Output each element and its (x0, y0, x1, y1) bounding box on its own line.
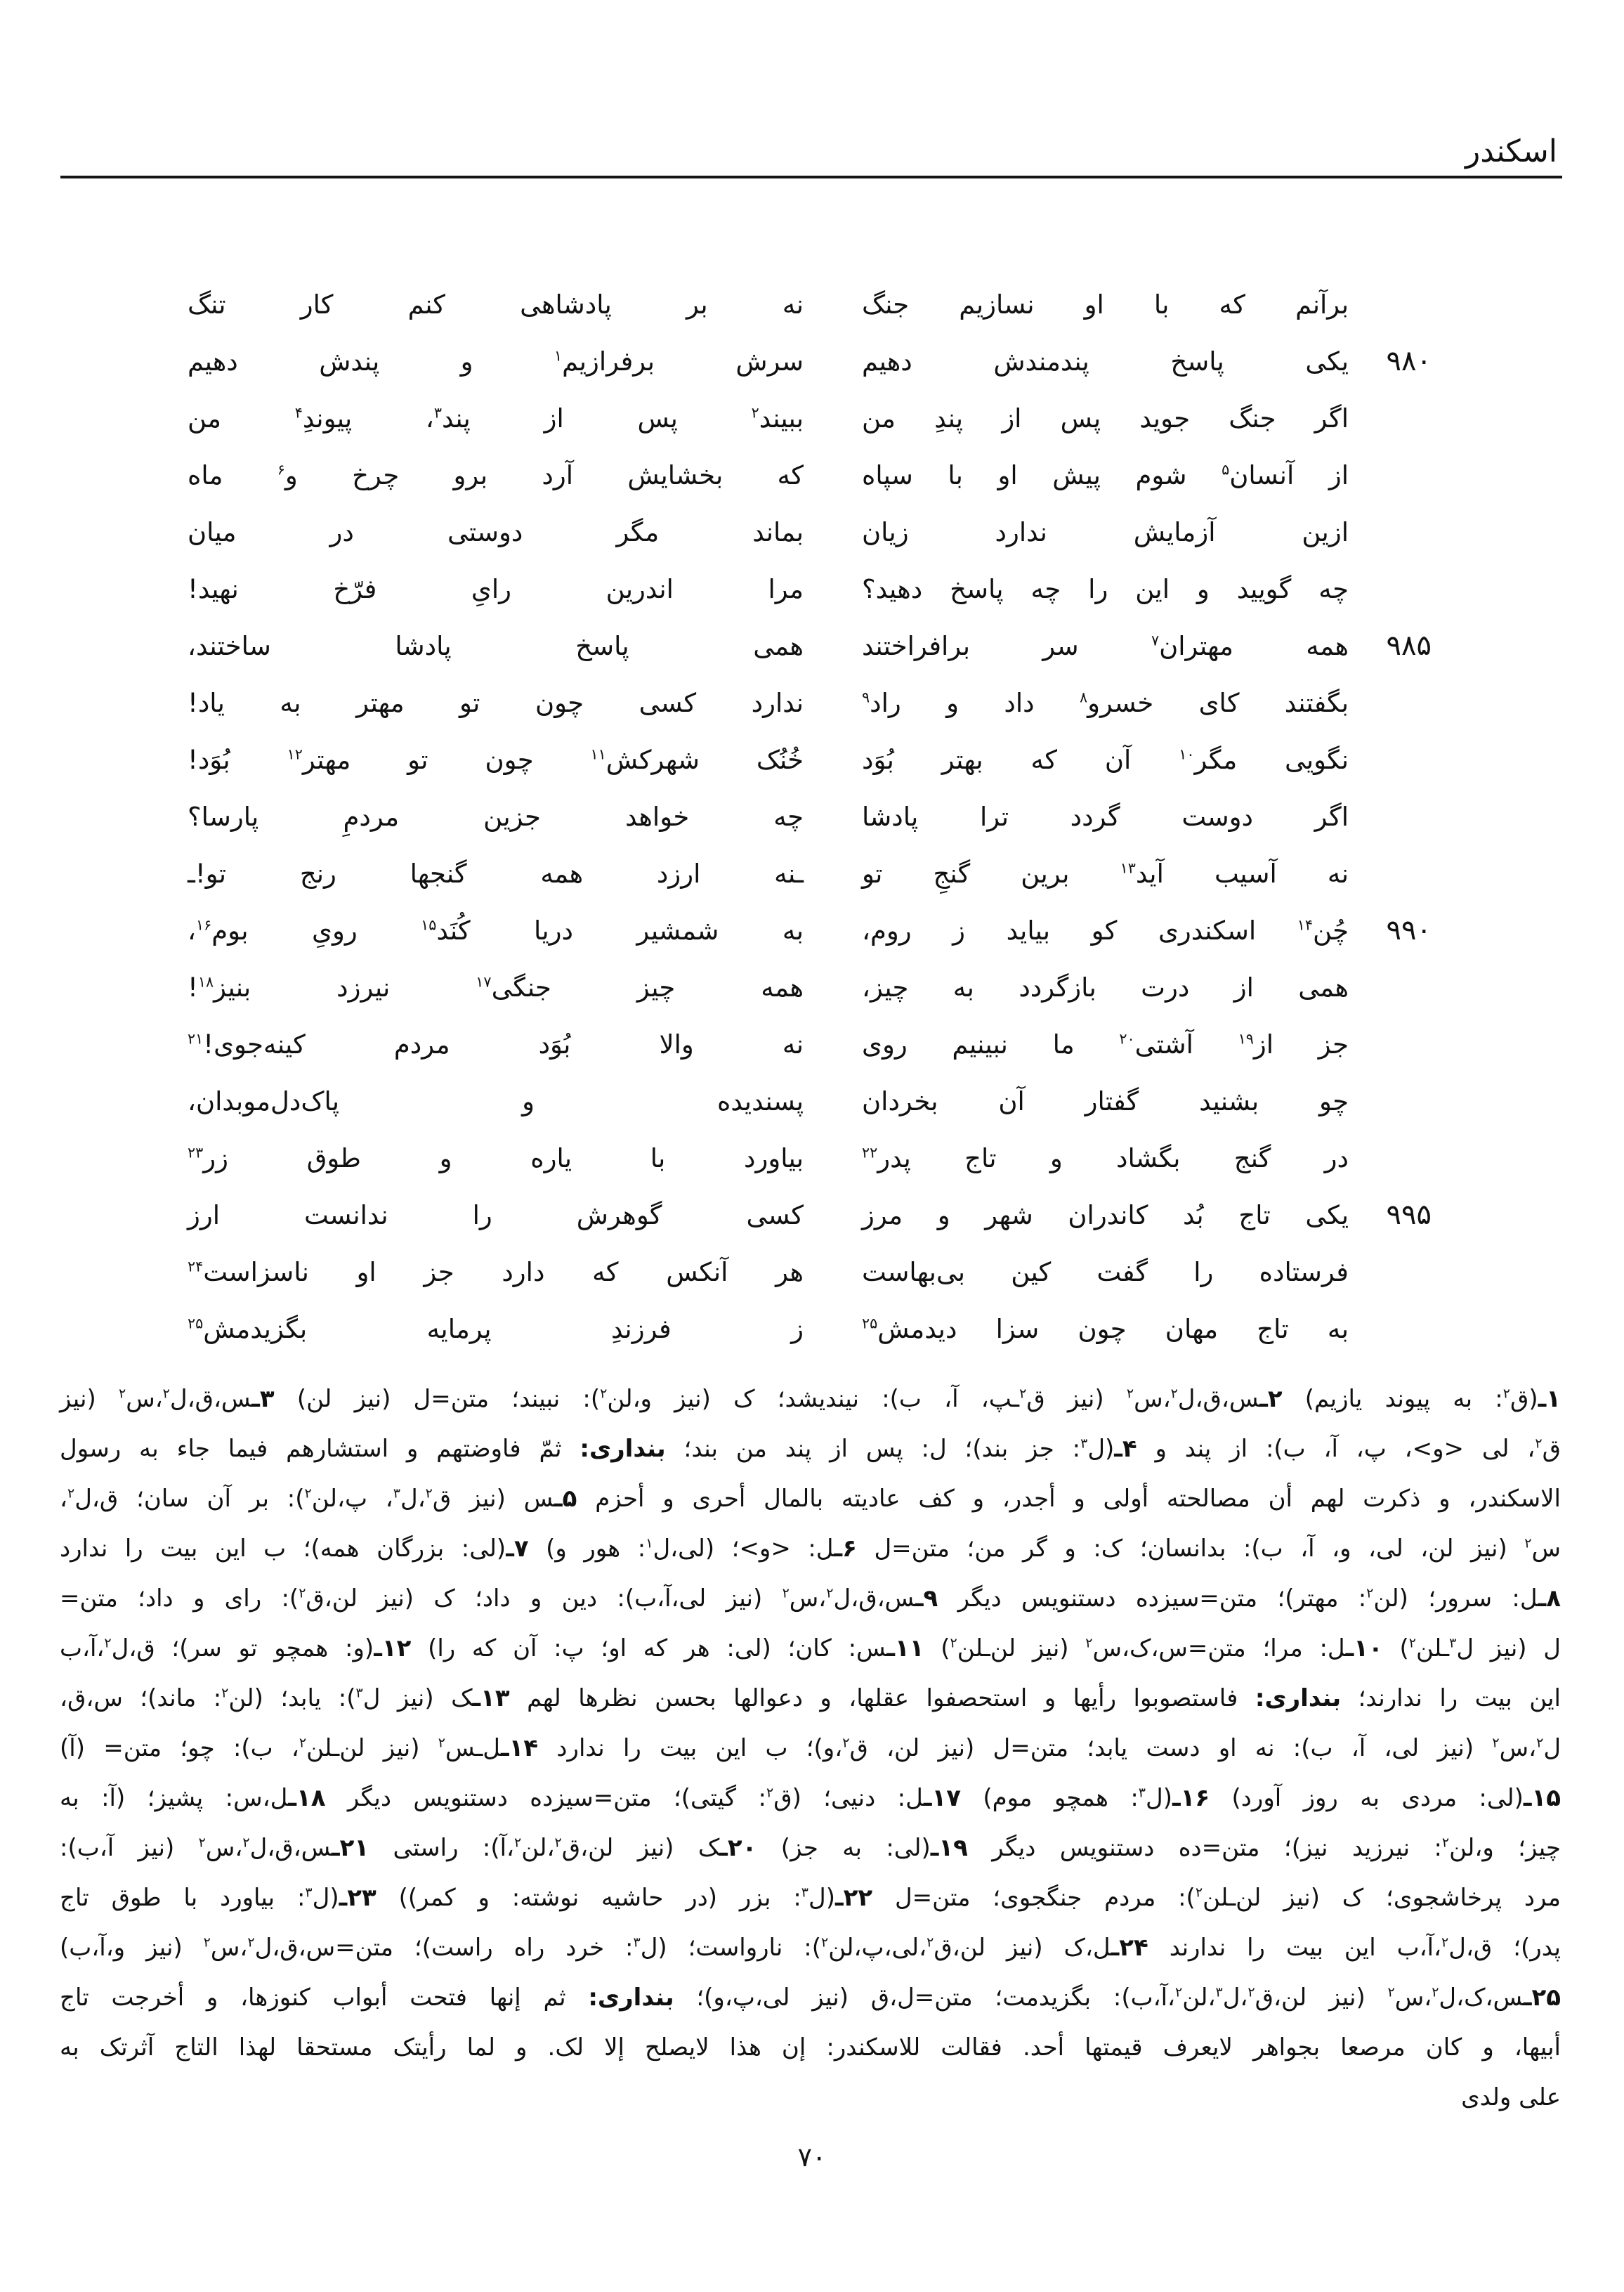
hemistich-first: چو بشنید گفتار آن بخردان (862, 1086, 1349, 1116)
page-header-title: اسکندر (1465, 134, 1557, 169)
apparatus-line: أبیها، و کان مرصعا بجواهر لایعرف قیمتها أحد. فقالت للاسکندر: إن هذا لایصلح إلا لک. و لما رأیتک مستحقا لهذا التاج آثرتک به (60, 2033, 1561, 2062)
verse-row (188, 1016, 1349, 1073)
apparatus-line: س$^۲$ (نیز لن، لی، و، آ، ب): بدانسان؛ ک: و گر من؛ متن=ل ۶ـل: <و>؛ (لی،ل$^۱$: هور و) ۷ـ(لی: بزرگان همه)؛ ب این بیت را ندارد (60, 1535, 1561, 1563)
hemistich-second: همه چیز جنگی$^{۱۷}$ نیرزد بنیز$^{۱۸}$! (188, 972, 804, 1003)
hemistich-second: بیاورد با یاره و طوق زر$^{۲۳}$ (188, 1143, 804, 1173)
apparatus-line: ۲۵ـس،ک،ل$^۲$،س$^۲$ (نیز لن،ق$^۲$،ل$^۳$،لن$^۲$،آ،ب): بگزیدمت؛ متن=ل،ق (نیز لی،پ،و)؛ بنداری: ثم إنها فتحت أبواب کنوزها، و أخرجت تاج (60, 1984, 1561, 2012)
verse-row (188, 959, 1349, 1016)
hemistich-first: اگر دوست گردد ترا پادشا (862, 802, 1349, 832)
hemistich-second: ز فرزندِ پرمایه بگزیدمش$^{۲۵}$ (188, 1314, 804, 1344)
verse-row (188, 390, 1349, 447)
hemistich-second: نه بر پادشاهی کنم کار تنگ (188, 289, 804, 320)
verse-number: ۹۸۰ (1386, 345, 1432, 377)
verse-row (188, 731, 1349, 788)
hemistich-first: همی از درت بازگردد به چیز، (862, 972, 1349, 1003)
verse-row (188, 1244, 1349, 1301)
critical-apparatus (60, 1374, 1561, 2123)
hemistich-second: که بخشایش آرد برو چرخ و$^۶$ ماه (188, 460, 804, 490)
verse-row (188, 1130, 1349, 1187)
poem-block (188, 276, 1432, 1357)
apparatus-line: ۱ـ(ق$^۲$: به پیوند یازیم) ۲ـس،ق،ل$^۲$،س$^۲$ (نیز ق$^۲$ـپ، آ، ب): نیندیشد؛ ک (نیز و،لن$^۲$): نبیند؛ متن=ل (نیز لن) ۳ـس،ق،ل$^۲$،س$^۲$ (نیز (60, 1385, 1561, 1413)
hemistich-second: خُنُک شهرکش$^{۱۱}$ چون تو مهتر$^{۱۲}$ بُوَد! (188, 745, 804, 775)
hemistich-first: نگویی مگر$^{۱۰}$ آن که بهتر بُوَد (862, 745, 1349, 775)
hemistich-second: همی پاسخ پادشا ساختند، (188, 631, 804, 661)
hemistich-first: برآنم که با او نسازیم جنگ (862, 289, 1349, 320)
hemistich-first: جز از$^{۱۹}$ آشتی$^{۲۰}$ ما نبینیم روی (862, 1029, 1349, 1060)
verse-row (188, 1301, 1349, 1357)
hemistich-first: ازین آزمایش ندارد زیان (862, 517, 1349, 547)
apparatus-line: علی ولدی (1461, 2083, 1561, 2111)
hemistich-first: در گنج بگشاد و تاج پدر$^{۲۲}$ (862, 1143, 1349, 1173)
hemistich-first: یکی پاسخ پندمندش دهیم (862, 346, 1349, 377)
hemistich-second: ندارد کسی چون تو مهتر به یاد! (188, 688, 804, 718)
apparatus-line: ۱۵ـ(لی: مردی به روز آورد) ۱۶ـ(ل$^۳$: همچو موم) ۱۷ـل: دنیی؛ (ق$^۲$: گیتی)؛ متن=سیزده دستنویس دیگر ۱۸ـل،س: پشیز؛ (آ: به (60, 1784, 1561, 1812)
verse-row (188, 675, 1349, 731)
hemistich-second: چه خواهد جزین مردمِ پارسا؟ (188, 802, 804, 832)
verse-row (188, 902, 1432, 959)
apparatus-line: ل (نیز ل$^۳$ـلن$^۲$) ۱۰ـل: مرا؛ متن=س،ک،س$^۲$ (نیز لن‌ـلن$^۲$) ۱۱ـس: کان؛ (لی: هر که او؛ پ: آن که را) ۱۲ـ(و: همچو تو سر)؛ ق،ل$^۲$،آ،ب (60, 1634, 1561, 1662)
hemistich-second: سرش برفرازیم$^۱$ و پندش دهیم (188, 346, 804, 377)
verse-row (188, 788, 1349, 845)
apparatus-line: ۸ـل: سرور؛ (لن$^۲$: مهتر)؛ متن=سیزده دستنویس دیگر ۹ـس،ق،ل$^۲$،س$^۲$ (نیز لی،آ،ب): دین و داد؛ ک (نیز لن،ق$^۲$): رای و داد؛ متن= (60, 1584, 1561, 1613)
verse-row (188, 1187, 1432, 1244)
hemistich-second: هر آنکس که دارد جز او ناسزاست$^{۲۴}$ (188, 1257, 804, 1287)
apparatus-line: الاسکندر، و ذکرت لهم أن مصالحته أولی و أجدر، و کف عادیته بالمال أحری و أحزم ۵ـس (نیز ق$^۲$،ل$^۳$، پ،لن$^۲$): بر آن سان؛ ق،ل$^۲$، (60, 1485, 1561, 1513)
page-number: ۷۰ (797, 2142, 827, 2173)
apparatus-line: مرد پرخاشجوی؛ ک (نیز لن‌ـلن$^۲$): مردم جنگجوی؛ متن=ل ۲۲ـ(ل$^۳$: بزر (در حاشیه نوشته: و کمر)) ۲۳ـ(ل$^۳$: بیاورد با طوق تاج (60, 1884, 1561, 1912)
hemistich-first: یکی تاج بُد کاندران شهر و مرز (862, 1200, 1349, 1230)
hemistich-second: نه والا بُوَد مردم کینه‌جوی!$^{۲۱}$ (188, 1029, 804, 1060)
header-rule (60, 176, 1562, 178)
hemistich-first: نه آسیب آید$^{۱۳}$ برین گنجِ تو (862, 859, 1349, 889)
apparatus-line: ق$^۲$، لی <و>، پ، آ، ب): از پند و ۴ـ(ل$^۳$: جز بند)؛ ل: پس از پند من بند؛ بنداری: ثمّ فاوضتهم و استشارهم فیما جاء به رسول (60, 1435, 1561, 1463)
hemistich-second: بماند مگر دوستی در میان (188, 517, 804, 547)
apparatus-line: پدر)؛ ق،ل$^۲$،آ،ب این بیت را ندارند ۲۴ـل،ک (نیز لن،ق$^۲$،لی،پ،لن$^۲$): نارواست؛ (ل$^۳$: خرد راه راست)؛ متن=س،ق،ل$^۲$،س$^۲$ (نیز و،آ،ب) (60, 1934, 1561, 1962)
hemistich-first: بگفتند کای خسرو$^۸$ داد و راد$^۹$ (862, 688, 1349, 718)
hemistich-second: پسندیده و پاک‌دل‌موبدان، (188, 1086, 804, 1116)
hemistich-first: فرستاده را گفت کین بی‌بهاست (862, 1257, 1349, 1287)
hemistich-first: چه گویید و این را چه پاسخ دهید؟ (862, 574, 1349, 604)
hemistich-first: چُن$^{۱۴}$ اسکندری کو بیاید ز روم، (862, 916, 1349, 946)
verse-row (188, 845, 1349, 902)
verse-row (188, 618, 1432, 675)
apparatus-line: این بیت را ندارند؛ بنداری: فاستصوبوا رأیها و استحصفوا عقلها، و دعوالها بحسن نظرها لهم ۱۳ـک (نیز ل$^۳$): یابد؛ (لن$^۲$: ماند)؛ س،ق، (60, 1684, 1561, 1712)
hemistich-second: ـنه ارزد همه گنجها رنج تو!ـ (188, 859, 804, 889)
verse-number: ۹۹۰ (1386, 914, 1432, 946)
verse-number: ۹۹۵ (1386, 1199, 1432, 1231)
verse-row (188, 333, 1432, 390)
hemistich-first: اگر جنگ جوید پس از پندِ من (862, 403, 1349, 434)
apparatus-line: ل$^۲$،س$^۲$ (نیز لی، آ، ب): نه او دست یابد؛ متن=ل (نیز لن، ق$^۲$،و)؛ ب این بیت را ندارد ۱۴ـل‌ـس$^۲$ (نیز لن‌ـلن$^۲$، ب): چو؛ متن= (آ) (60, 1734, 1561, 1762)
verse-row (188, 1073, 1349, 1130)
hemistich-second: به شمشیر دریا کُنَد$^{۱۵}$ رویِ بوم$^{۱۶}$، (188, 916, 804, 946)
verse-row (188, 276, 1349, 333)
verse-row (188, 504, 1349, 561)
hemistich-second: کسی گوهرش را ندانست ارز (188, 1200, 804, 1230)
verse-number: ۹۸۵ (1386, 630, 1432, 662)
hemistich-first: از آنسان$^۵$ شوم پیش او با سپاه (862, 460, 1349, 490)
hemistich-second: ببیند$^۲$ پس از پند$^۳$، پیوندِ$^۴$ من (188, 403, 804, 434)
apparatus-line: چیز؛ و،لن$^۲$: نیرزید نیز)؛ متن=ده دستنویس دیگر ۱۹ـ(لی: به جز) ۲۰ـک (نیز لن،ق$^۲$،لن$^۲$،آ): راستی ۲۱ـس،ق،ل$^۲$،س$^۲$ (نیز آ،ب): (60, 1834, 1561, 1862)
hemistich-first: به تاج مهان چون سزا دیدمش$^{۲۵}$ (862, 1314, 1349, 1344)
hemistich-first: همه مهتران$^۷$ سر برافراختند (862, 631, 1349, 661)
verse-row (188, 561, 1349, 618)
hemistich-second: مرا اندرین رایِ فرّخ نهید! (188, 574, 804, 604)
verse-row (188, 447, 1349, 504)
